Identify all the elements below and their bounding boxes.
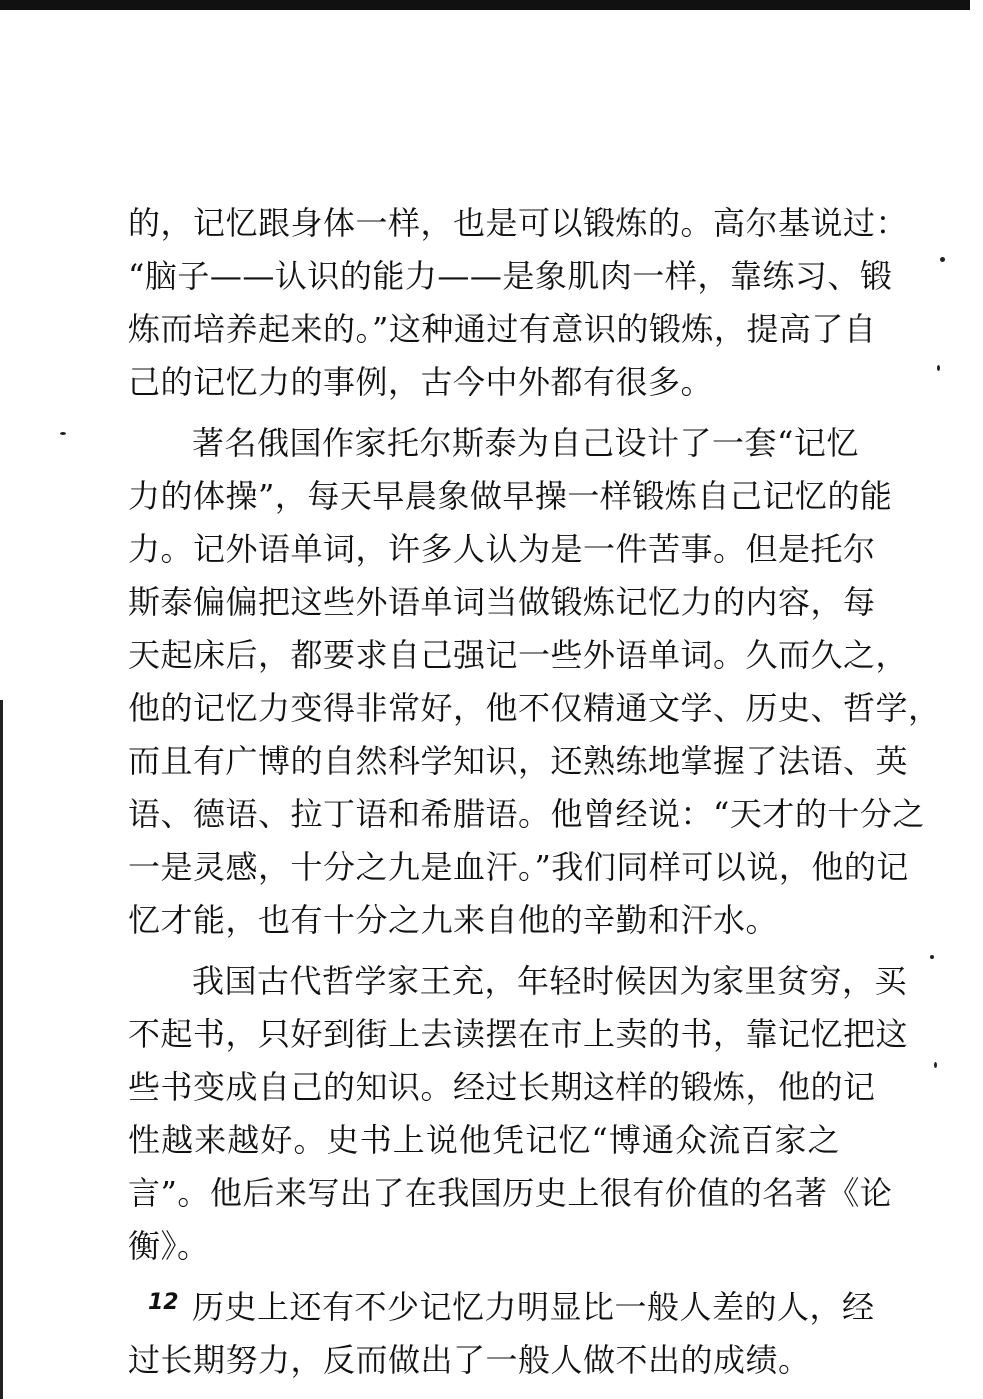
text-line: 他的记忆力变得非常好，他不仅精通文学、历史、哲学，	[128, 689, 941, 727]
text-line: 不起书，只好到街上去读摆在市上卖的书，靠记忆把这	[128, 1015, 909, 1053]
text-line: 忆才能，也有十分之九来自他的辛勤和汗水。	[128, 901, 779, 939]
scan-speck	[940, 257, 945, 262]
text-line: 性越来越好。史书上说他凭记忆“博通众流百家之	[128, 1121, 840, 1159]
paragraph-1	[128, 197, 909, 409]
text-line: 历史上还有不少记忆力明显比一般人差的人，经	[192, 1288, 875, 1326]
text-line: 衡》。	[128, 1227, 210, 1265]
text-line: 我国古代哲学家王充，年轻时候因为家里贫穷，买	[192, 962, 908, 1000]
scan-speck	[934, 1062, 937, 1068]
paragraph-2	[128, 417, 941, 947]
paragraph-3	[128, 955, 909, 1273]
text-line: 语、德语、拉丁语和希腊语。他曾经说：“天才的十分之	[128, 795, 925, 833]
left-page-edge	[0, 700, 3, 1399]
text-line: 的，记忆跟身体一样，也是可以锻炼的。高尔基说过：	[128, 204, 909, 242]
text-line: 己的记忆力的事例，古今中外都有很多。	[128, 363, 714, 401]
text-line: “脑子——认识的能力——是象肌肉一样，靠练习、锻	[128, 257, 893, 295]
scan-speck	[937, 365, 940, 371]
text-line: 著名俄国作家托尔斯泰为自己设计了一套“记忆	[192, 424, 859, 462]
text-line: 言”。他后来写出了在我国历史上很有价值的名著《论	[128, 1174, 893, 1212]
text-line: 天起床后，都要求自己强记一些外语单词。久而久之，	[128, 636, 909, 674]
scan-speck	[60, 432, 66, 435]
paragraph-gap	[128, 409, 840, 417]
text-line: 些书变成自己的知识。经过长期这样的锻炼，他的记	[128, 1068, 876, 1106]
text-line: 炼而培养起来的。”这种通过有意识的锻炼，提高了自	[128, 310, 877, 348]
page-body-text	[128, 197, 941, 1387]
text-line: 力的体操”，每天早晨象做早操一样锻炼自己记忆的能	[128, 477, 893, 515]
text-line: 一是灵感，十分之九是血汗。”我们同样可以说，他的记	[128, 848, 909, 886]
text-line: 斯泰偏偏把这些外语单词当做锻炼记忆力的内容，每	[128, 583, 876, 621]
paragraph-4	[128, 1281, 875, 1387]
page-number: 12	[148, 1290, 179, 1315]
text-line: 过长期努力，反而做出了一般人做不出的成绩。	[128, 1341, 811, 1379]
text-line: 而且有广博的自然科学知识，还熟练地掌握了法语、英	[128, 742, 909, 780]
paragraph-gap	[128, 1273, 840, 1281]
text-line: 力。记外语单词，许多人认为是一件苦事。但是托尔	[128, 530, 876, 568]
scan-speck	[930, 955, 934, 959]
top-border-rule	[0, 0, 970, 10]
paragraph-gap	[128, 947, 840, 955]
